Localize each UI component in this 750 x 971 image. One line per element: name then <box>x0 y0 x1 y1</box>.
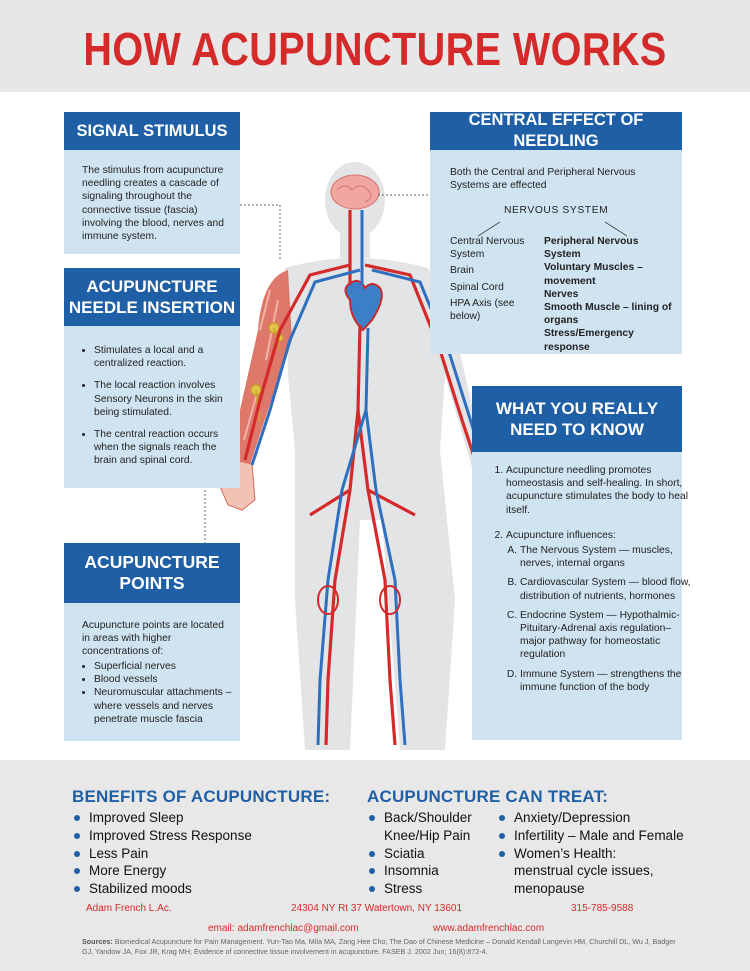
need-to-know-heading: WHAT YOU REALLY NEED TO KNOW <box>472 386 682 452</box>
list-item: Knee/Hip Pain <box>384 827 471 843</box>
pns-item: Nerves <box>544 288 579 300</box>
nervous-system-subheading: NERVOUS SYSTEM <box>504 205 609 216</box>
treat-heading: ACUPUNCTURE CAN TREAT: <box>367 787 609 806</box>
need-to-know-list <box>490 464 692 700</box>
signal-stimulus-text: The stimulus from acupuncture needling creates a cascade of signaling throughout the connective tissue (fascia) involving the blood, nerves and immune system. <box>82 165 224 243</box>
list-item: Infertility – Male and Female <box>497 827 717 845</box>
pns-item: Peripheral Nervous System <box>544 236 639 261</box>
central-effect-heading: CENTRAL EFFECT OF NEEDLING <box>430 112 682 150</box>
influences-list <box>506 544 692 694</box>
needle-insertion-panel <box>64 268 240 488</box>
list-item: menopause <box>514 881 585 897</box>
practice-phone: 315-785-9588 <box>571 903 634 914</box>
list-item: Stabilized moods <box>72 880 332 898</box>
list-item: • Stimulates a local and a centralized reaction. <box>94 344 242 370</box>
list-item: Women’s Health: <box>497 845 717 863</box>
list-item: • The local reaction involves Sensory Neurons in the skin being stimulated. <box>94 379 242 419</box>
list-item: menstrual cycle issues, <box>514 863 654 879</box>
signal-stimulus-panel <box>64 112 240 254</box>
list-item: More Energy <box>72 862 332 880</box>
needle-insertion-heading: ACUPUNCTURE NEEDLE INSERTION <box>64 268 240 326</box>
list-item: D. Immune System — strengthens the immune function of the body <box>520 668 692 694</box>
acupuncture-points-intro: Acupuncture points are located in areas with higher concentrations of: <box>82 620 224 658</box>
acupuncture-points-list <box>82 660 244 726</box>
email-link[interactable]: email: adamfrenchlac@gmail.com <box>208 923 359 934</box>
influences-label: Acupuncture influences: <box>506 529 616 541</box>
list-item: • Superficial nerves <box>94 660 244 673</box>
list-item: Stress <box>367 880 497 898</box>
list-item: Improved Stress Response <box>72 827 332 845</box>
pns-column <box>544 235 676 354</box>
signal-stimulus-heading: SIGNAL STIMULUS <box>64 112 240 150</box>
cns-item: HPA Axis (see below) <box>450 297 515 323</box>
list-item: Back/Shoulder <box>367 809 497 827</box>
list-item: • Neuromuscular attachments – where vessels and nerves penetrate muscle fascia <box>94 686 244 726</box>
cns-item: Central Nervous System <box>450 236 525 261</box>
sources-label: Sources: <box>82 937 113 946</box>
treat-list-1 <box>367 809 497 898</box>
practice-address: 24304 NY Rt 37 Watertown, NY 13601 <box>291 903 463 914</box>
cns-item: Brain <box>450 265 475 277</box>
list-item: A. The Nervous System — muscles, nerves, internal organs <box>520 544 692 570</box>
sources-body: Biomedical Acupuncture for Pain Management. Yun-Tao Ma, Mila MA, Zang Hee Cho; The Dao of Chinese Medicine – Donald Kendall Langevin HM, Churchill DL, Wu J, Badger GJ, Yandow JA, Fox JR, Krag MH; Evidence of connective tissue involvement in acupuncture. FASEB J. 2002 Jun; 16(8):872-4. <box>82 937 676 956</box>
cns-column <box>450 235 532 323</box>
central-effect-intro: Both the Central and Peripheral Nervous Systems are effected <box>450 167 636 192</box>
sources-text <box>82 937 682 957</box>
list-item: C. Endocrine System — Hypothalmic-Pituitary-Adrenal axis regulation– major pathway for homeostatic regulation <box>520 609 692 662</box>
website-link[interactable]: www.adamfrenchlac.com <box>433 923 545 934</box>
benefits-heading: BENEFITS OF ACUPUNCTURE: <box>72 787 331 806</box>
list-item: 1. Acupuncture needling promotes homeostasis and self-healing. In short, acupuncture stimulates the body to heal itself. <box>506 464 692 517</box>
need-to-know-panel <box>472 386 691 740</box>
pns-item: Smooth Muscle – lining of organs <box>544 302 672 327</box>
pns-item: Stress/Emergency response <box>544 328 634 353</box>
treat-list-2 <box>497 809 717 898</box>
list-item: B. Cardiovascular System — blood flow, distribution of nutrients, hormones <box>520 576 692 602</box>
pns-item: Voluntary Muscles – movement <box>544 262 643 287</box>
acupuncture-points-panel <box>64 543 240 741</box>
benefits-list <box>72 809 332 898</box>
list-item: Less Pain <box>72 845 332 863</box>
needle-insertion-list <box>82 344 242 468</box>
acupuncture-points-heading: ACUPUNCTURE POINTS <box>64 543 240 603</box>
practitioner-name: Adam French L.Ac. <box>86 903 172 914</box>
central-effect-panel <box>430 112 682 354</box>
list-item: Insomnia <box>367 862 497 880</box>
page-title: HOW ACUPUNCTURE WORKS <box>83 23 667 75</box>
list-item <box>506 529 692 694</box>
list-item: • Blood vessels <box>94 673 244 686</box>
list-item: Improved Sleep <box>72 809 332 827</box>
list-item: • The central reaction occurs when the signals reach the brain and spinal cord. <box>94 428 242 468</box>
list-item: Anxiety/Depression <box>497 809 717 827</box>
list-item: Sciatia <box>367 845 497 863</box>
cns-item: Spinal Cord <box>450 281 504 293</box>
